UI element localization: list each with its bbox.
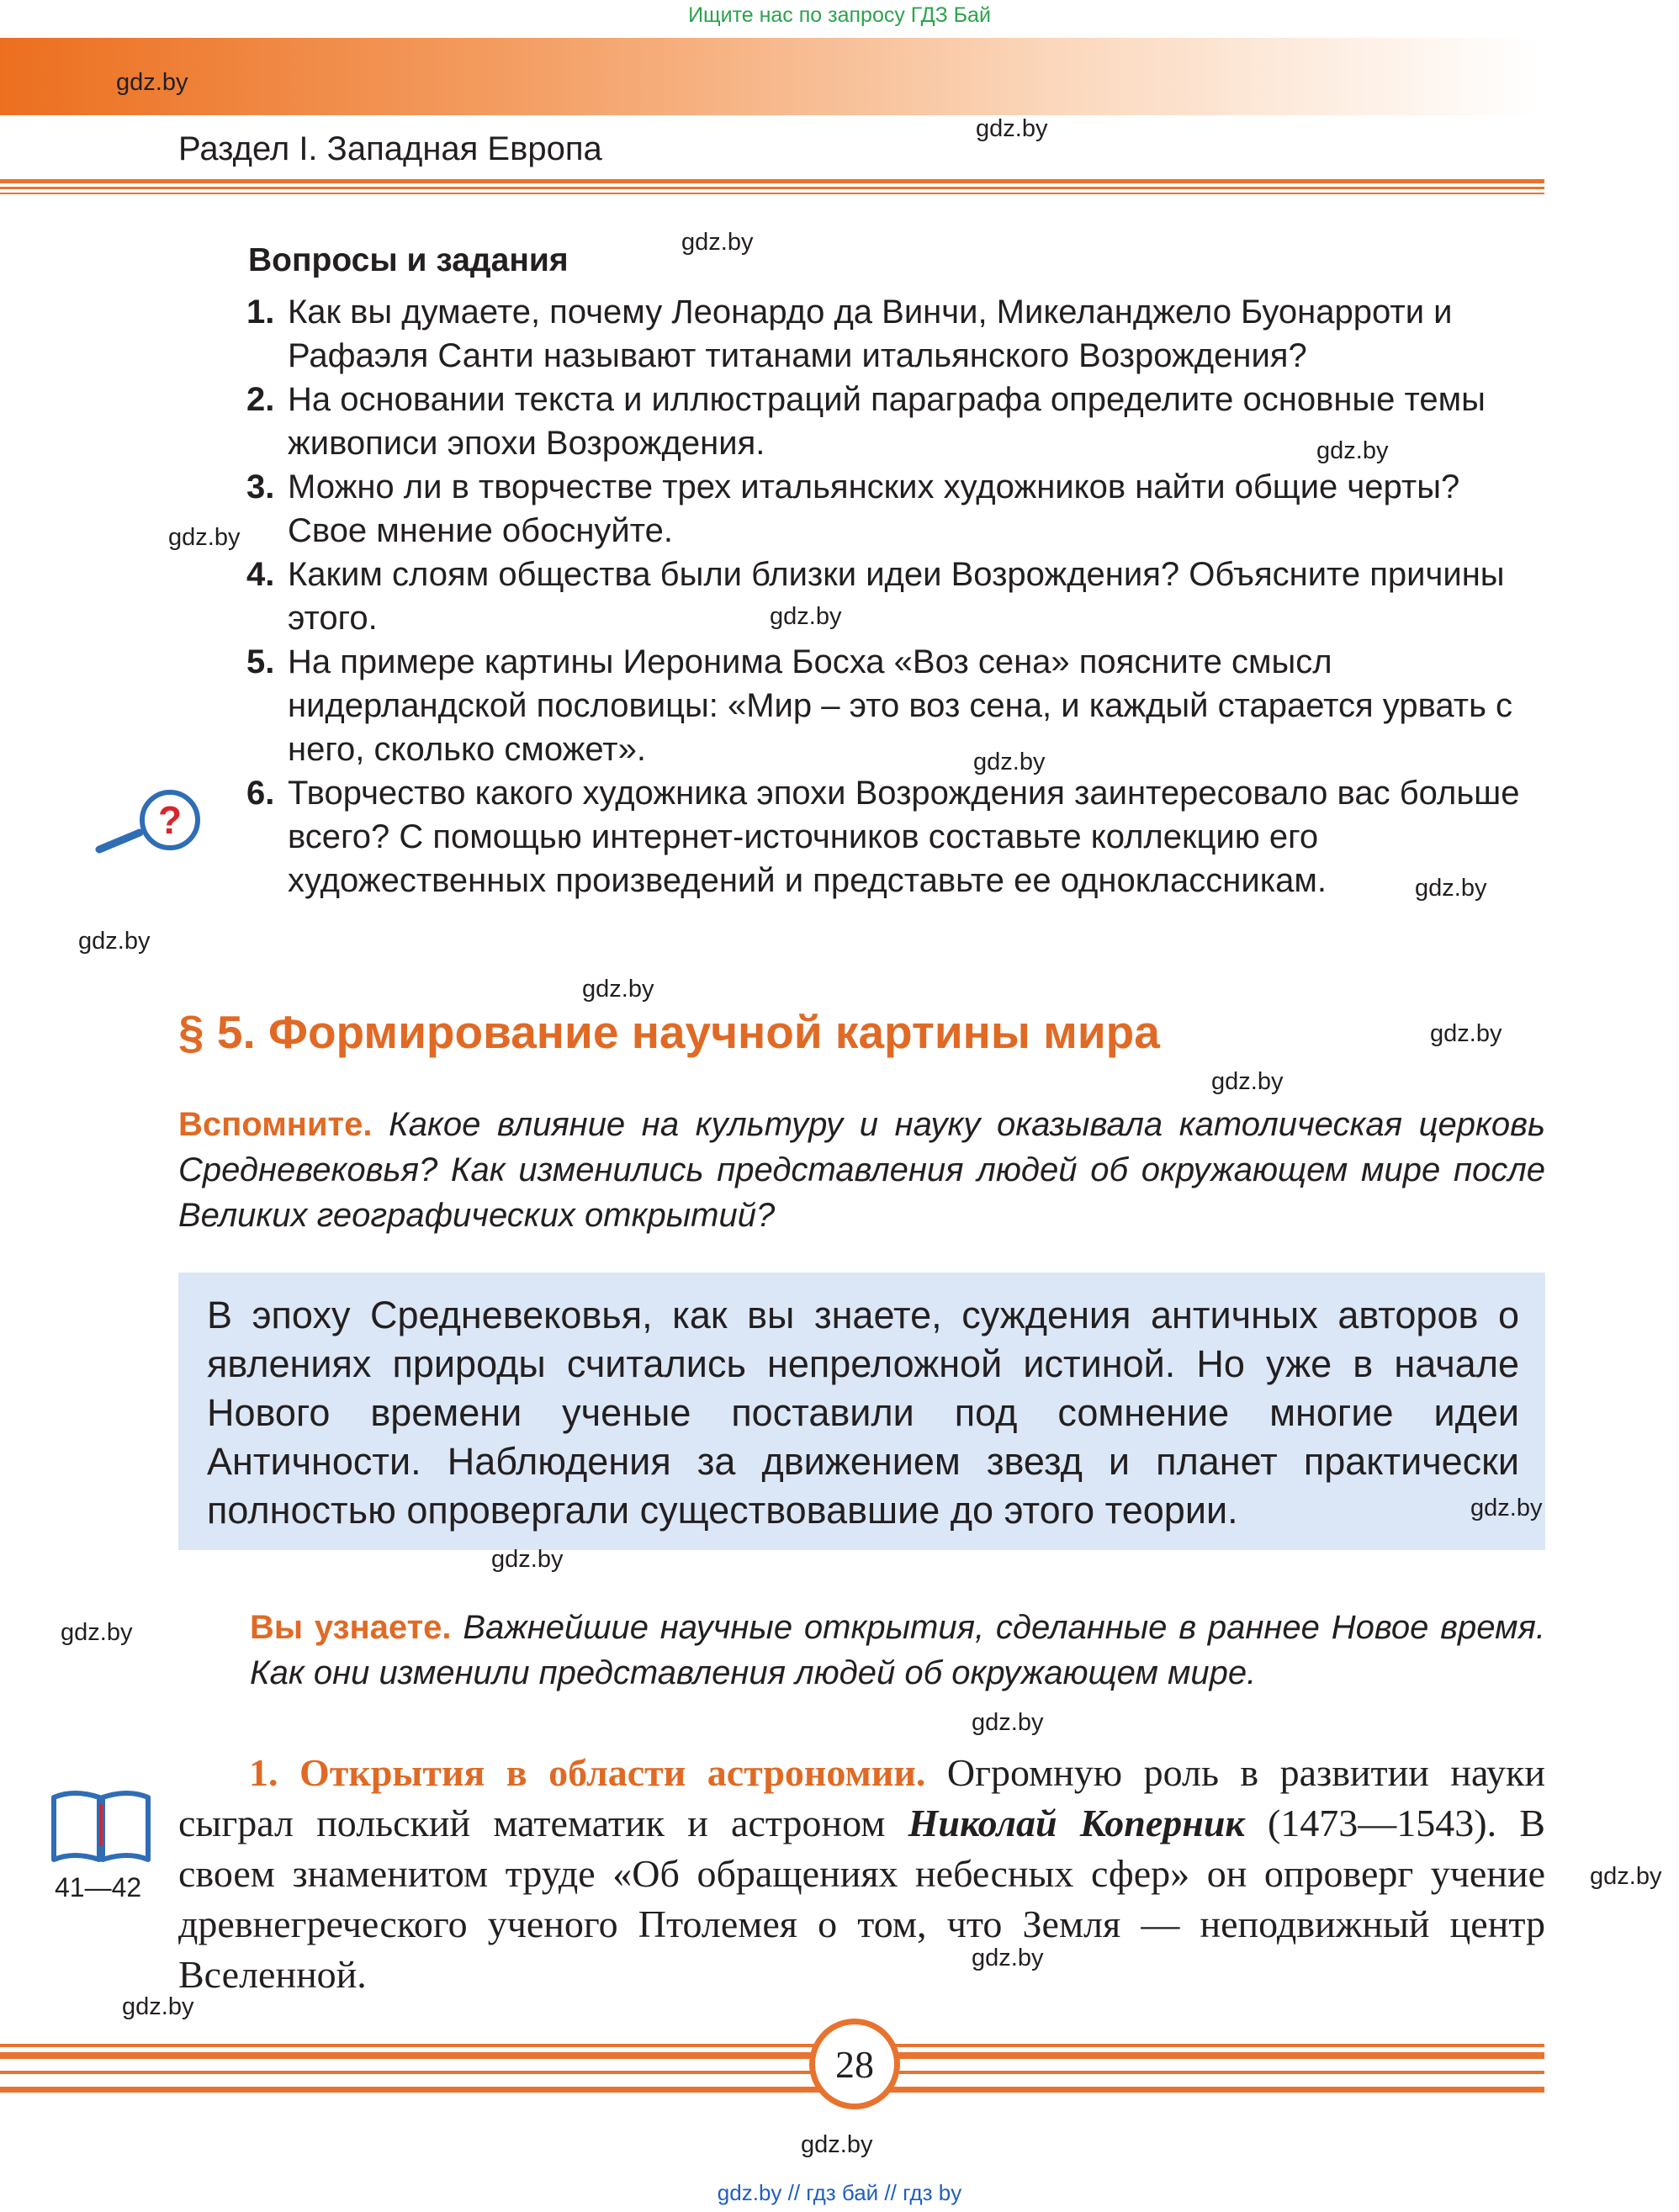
body-text-part: (1473—1543). В своем знаменитом труде «Об обращениях небесных сфер» он опроверг учение древнегреческого ученого Птолемея о том, что Земля — неподвижный центр Вселенной. (178, 1802, 1545, 1996)
question-item (246, 640, 1546, 771)
watermark: gdz.by (976, 115, 1048, 142)
page-number: 28 (809, 2019, 900, 2109)
question-number: 5. (246, 643, 275, 680)
intro-text: В эпоху Средневековья, как вы знаете, суждения античных авторов о явлениях природы считались непреложной истиной. Но уже в начале Нового времени ученые поставили под сомнение многие идеи Античности. Наблюдения за движением звезд и планет практически полностью опровергали существовавшие до этого теории. (207, 1294, 1519, 1532)
watermark: gdz.by (116, 69, 188, 96)
recall-label: Вспомните. (178, 1106, 373, 1143)
book-pages-label: 41—42 (55, 1872, 142, 1902)
watermark: gdz.by (582, 976, 654, 1003)
header-rule (0, 187, 1544, 189)
question-item (246, 553, 1546, 640)
top-search-hint[interactable]: Ищите нас по запросу ГДЗ Бай (688, 3, 991, 27)
question-text: Каким слоям общества были близки идеи Возрождения? Объясните причины этого. (288, 556, 1505, 637)
body-text (178, 1748, 1545, 2000)
question-item (246, 290, 1546, 378)
learn-block (250, 1605, 1545, 1696)
questions-list (246, 290, 1546, 902)
watermark: gdz.by (681, 229, 754, 256)
watermark: gdz.by (973, 749, 1046, 775)
question-text: На основании текста и иллюстраций параграфа определите основные темы живописи эпохи Возрождения. (288, 381, 1486, 462)
question-number: 6. (246, 775, 275, 812)
watermark: gdz.by (1590, 1863, 1662, 1890)
watermark: gdz.by (801, 2131, 873, 2158)
footer-rule (0, 2052, 1544, 2059)
questions-heading: Вопросы и задания (248, 242, 569, 278)
recall-text: Какое влияние на культуру и науку оказывала католическая церковь Средневековья? Как изменились представления людей об окружающем мире после Великих географических открытий? (178, 1106, 1545, 1234)
question-text: Творчество какого художника эпохи Возрождения заинтересовало вас больше всего? С помощью интернет-источников составьте коллекцию его художественных произведений и представьте ее одноклассникам. (288, 775, 1520, 899)
question-number: 1. (246, 294, 275, 331)
watermark: gdz.by (122, 1993, 194, 2020)
book-icon (49, 1787, 153, 1866)
watermark: gdz.by (1211, 1068, 1284, 1095)
svg-text:?: ? (157, 798, 183, 842)
watermark: gdz.by (972, 1709, 1044, 1736)
question-text: Как вы думаете, почему Леонардо да Винчи, Микеланджело Буонарроти и Рафаэля Санти называют титанами итальянского Возрождения? (288, 294, 1453, 374)
watermark: gdz.by (61, 1619, 133, 1646)
question-text: На примере картины Иеронима Босха «Воз сена» поясните смысл нидерландской пословицы: «Мир – это воз сена, и каждый старается урвать с него, сколько сможет». (288, 643, 1513, 768)
paragraph-title: § 5. Формирование научной картины мира (178, 1006, 1160, 1058)
header-rule (0, 179, 1544, 183)
footer-rule (0, 2087, 1544, 2093)
watermark: gdz.by (972, 1945, 1044, 1971)
footer-rule (0, 2071, 1544, 2074)
person-name: Николай Коперник (908, 1802, 1245, 1844)
watermark: gdz.by (1415, 875, 1487, 902)
learn-label: Вы узнаете. (250, 1609, 452, 1646)
header-band (0, 38, 1539, 115)
section-title: Раздел I. Западная Европа (178, 130, 602, 167)
question-number: 4. (246, 556, 275, 593)
watermark: gdz.by (491, 1546, 564, 1573)
question-item (246, 771, 1546, 902)
header-rule (0, 193, 1544, 194)
bottom-links[interactable]: gdz.by // гдз бай // гдз by (717, 2180, 962, 2205)
question-number: 3. (246, 468, 275, 505)
footer-rule (0, 2044, 1544, 2047)
recall-block (178, 1102, 1545, 1238)
watermark: gdz.by (770, 603, 842, 630)
question-number: 2. (246, 381, 275, 418)
question-text: Можно ли в творчестве трех итальянских художников найти общие черты? Свое мнение обоснуйте. (288, 468, 1460, 549)
watermark: gdz.by (1470, 1495, 1543, 1521)
watermark: gdz.by (1430, 1020, 1502, 1047)
watermark: gdz.by (1316, 437, 1389, 464)
body-text-part: Огромную роль в развитии науки сыграл польский математик и астроном (178, 1751, 1546, 1844)
watermark: gdz.by (78, 928, 151, 955)
learn-text: Важнейшие научные открытия, сделанные в раннее Новое время. Как они изменили представления людей об окружающем мире. (250, 1609, 1545, 1691)
watermark: gdz.by (168, 524, 241, 551)
magnifier-question-icon (91, 786, 209, 862)
question-item (246, 465, 1546, 553)
body-heading: 1. Открытия в области астрономии. (249, 1751, 926, 1794)
